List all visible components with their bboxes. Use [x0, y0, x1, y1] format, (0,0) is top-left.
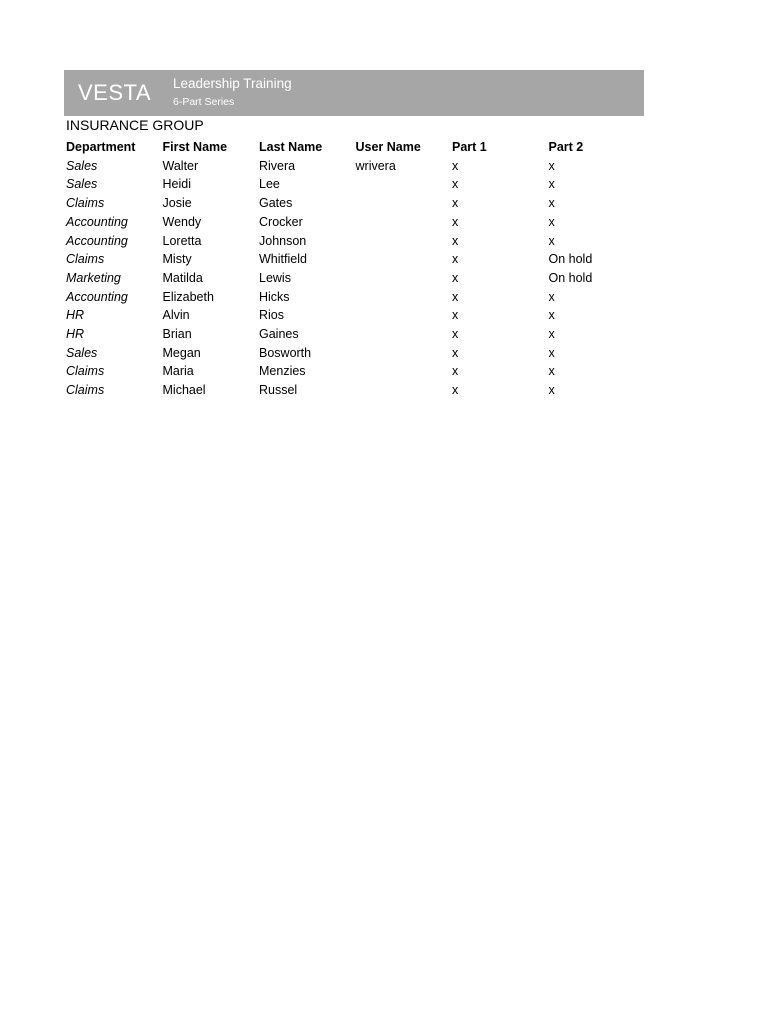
- cell-part-1: x: [452, 177, 459, 192]
- cell-last-name: Whitfield: [259, 252, 307, 267]
- cell-department: Accounting: [66, 289, 128, 304]
- cell-first-name: Maria: [162, 364, 194, 379]
- banner-subtitle: 6-Part Series: [173, 96, 235, 108]
- cell-first-name: Michael: [162, 383, 206, 398]
- cell-user-name: [356, 250, 453, 269]
- cell-department: Claims: [66, 196, 105, 211]
- cell-user-name: [356, 306, 453, 325]
- cell-part-2: x: [548, 327, 555, 342]
- header-banner: [64, 70, 644, 116]
- table-row: [66, 381, 645, 400]
- cell-department: Claims: [66, 383, 105, 398]
- cell-user-name: [356, 381, 453, 400]
- cell-part-1: x: [452, 289, 459, 304]
- table-row: [66, 325, 645, 344]
- cell-first-name: Misty: [162, 252, 192, 267]
- cell-department: HR: [66, 327, 85, 342]
- cell-user-name: [356, 325, 453, 344]
- cell-part-2: x: [548, 214, 555, 229]
- cell-part-2: x: [548, 177, 555, 192]
- cell-first-name: Wendy: [162, 214, 202, 229]
- table-row: [66, 250, 645, 269]
- cell-part-2: x: [548, 196, 555, 211]
- cell-department: Accounting: [66, 214, 128, 229]
- cell-user-name: [356, 232, 453, 251]
- cell-part-2: On hold: [548, 252, 593, 267]
- cell-part-1: x: [452, 345, 459, 360]
- cell-first-name: Walter: [162, 158, 199, 173]
- cell-part-1: x: [452, 158, 459, 173]
- cell-last-name: Hicks: [259, 289, 290, 304]
- cell-last-name: Gates: [259, 196, 293, 211]
- cell-part-2: On hold: [548, 270, 593, 285]
- cell-part-2: x: [548, 364, 555, 379]
- cell-department: Marketing: [66, 270, 121, 285]
- column-header-last-name: Last Name: [259, 140, 323, 154]
- cell-department: Sales: [66, 177, 98, 192]
- table-row: [66, 194, 645, 213]
- cell-first-name: Megan: [162, 345, 201, 360]
- table-row: [66, 175, 645, 194]
- brand-logo-text: VESTA: [78, 80, 152, 105]
- cell-part-1: x: [452, 270, 459, 285]
- table-row: [66, 306, 645, 325]
- table-row: [66, 157, 645, 176]
- cell-department: Claims: [66, 252, 105, 267]
- cell-last-name: Russel: [259, 383, 298, 398]
- cell-first-name: Josie: [162, 196, 192, 211]
- cell-first-name: Loretta: [162, 233, 202, 248]
- cell-part-2: x: [548, 383, 555, 398]
- cell-part-2: x: [548, 233, 555, 248]
- company-name: INSURANCE GROUP: [66, 117, 204, 133]
- banner-title: Leadership Training: [173, 76, 292, 91]
- cell-last-name: Bosworth: [259, 345, 312, 360]
- cell-last-name: Lewis: [259, 270, 291, 285]
- cell-part-2: x: [548, 158, 555, 173]
- cell-user-name: [356, 269, 453, 288]
- table-row: [66, 362, 645, 381]
- cell-last-name: Crocker: [259, 214, 303, 229]
- table-body: [66, 157, 645, 400]
- cell-user-name: wrivera: [355, 158, 396, 173]
- cell-part-1: x: [452, 308, 459, 323]
- cell-last-name: Rivera: [259, 158, 296, 173]
- cell-last-name: Lee: [259, 177, 280, 192]
- column-header-first-name: First Name: [162, 140, 228, 154]
- cell-last-name: Gaines: [259, 327, 299, 342]
- cell-first-name: Heidi: [162, 177, 191, 192]
- table-row: [66, 213, 645, 232]
- cell-first-name: Elizabeth: [162, 289, 214, 304]
- cell-user-name: [356, 213, 453, 232]
- cell-first-name: Alvin: [162, 308, 190, 323]
- cell-department: HR: [66, 308, 85, 323]
- training-roster-table: [66, 138, 645, 400]
- table-row: [66, 269, 645, 288]
- cell-last-name: Menzies: [259, 364, 306, 379]
- cell-last-name: Johnson: [259, 233, 307, 248]
- cell-part-1: x: [452, 214, 459, 229]
- column-header-part-2: Part 2: [548, 140, 584, 154]
- cell-user-name: [356, 288, 453, 307]
- cell-part-1: x: [452, 196, 459, 211]
- cell-department: Claims: [66, 364, 105, 379]
- cell-part-1: x: [452, 233, 459, 248]
- table-row: [66, 344, 645, 363]
- cell-first-name: Matilda: [162, 270, 203, 285]
- cell-part-2: x: [548, 289, 555, 304]
- cell-department: Sales: [66, 345, 98, 360]
- cell-part-2: x: [548, 308, 555, 323]
- cell-department: Sales: [66, 158, 98, 173]
- cell-part-1: x: [452, 327, 459, 342]
- cell-last-name: Rios: [259, 308, 285, 323]
- cell-part-1: x: [452, 364, 459, 379]
- table-row: [66, 288, 645, 307]
- table-header-row: [66, 138, 645, 157]
- table-row: [66, 232, 645, 251]
- cell-user-name: [356, 194, 453, 213]
- cell-user-name: [356, 175, 453, 194]
- cell-user-name: [356, 344, 453, 363]
- cell-department: Accounting: [66, 233, 128, 248]
- cell-user-name: [356, 362, 453, 381]
- column-header-department: Department: [66, 140, 136, 154]
- cell-first-name: Brian: [162, 327, 192, 342]
- cell-part-2: x: [548, 345, 555, 360]
- cell-part-1: x: [452, 252, 459, 267]
- column-header-user-name: User Name: [355, 140, 421, 154]
- column-header-part-1: Part 1: [452, 140, 487, 154]
- cell-part-1: x: [452, 383, 459, 398]
